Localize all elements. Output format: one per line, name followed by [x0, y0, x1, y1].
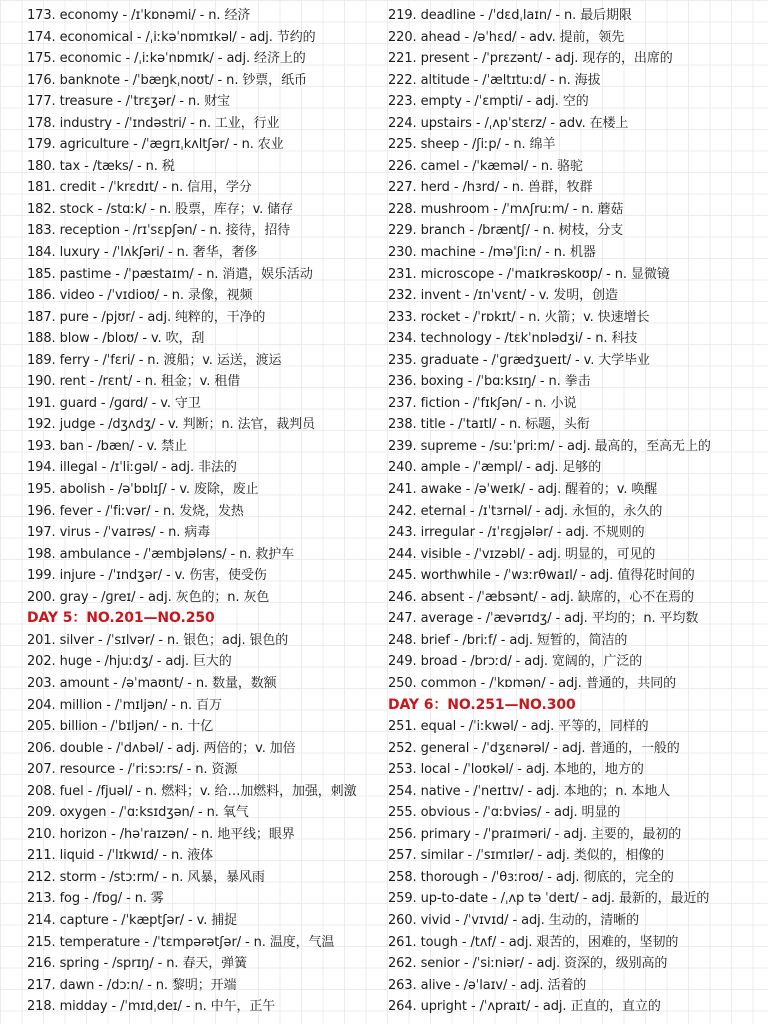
word-entry: 252. general - /ˈdʒɛnərəl/ - adj. 普通的，一般的 [388, 740, 680, 756]
word-entry: 262. senior - /ˈsiːniər/ - adj. 资深的，级别高的 [388, 956, 668, 972]
word-entry: 255. obvious - /ˈɑːbviəs/ - adj. 明显的 [388, 805, 621, 821]
word-entry: 226. camel - /ˈkæməl/ - n. 骆驼 [388, 158, 583, 174]
word-entry: 220. ahead - /əˈhɛd/ - adv. 提前，领先 [388, 29, 625, 45]
word-entry: 244. visible - /ˈvɪzəbl/ - adj. 明显的，可见的 [388, 546, 656, 562]
word-entry: 240. ample - /ˈæmpl/ - adj. 足够的 [388, 460, 602, 476]
word-entry: 258. thorough - /ˈθɜːroʊ/ - adj. 彻底的，完全的 [388, 869, 674, 885]
word-entry: 227. herd - /hɜrd/ - n. 兽群，牧群 [388, 180, 593, 196]
word-entry: 204. million - /ˈmɪljən/ - n. 百万 [27, 697, 222, 713]
word-entry: 217. dawn - /dɔːn/ - n. 黎明；开端 [27, 977, 237, 993]
word-entry: 192. judge - /dʒʌdʒ/ - v. 判断；n. 法官，裁判员 [27, 417, 315, 433]
word-entry: 198. ambulance - /ˈæmbjələns/ - n. 救护车 [27, 546, 295, 562]
word-entry: 207. resource - /ˈriːsɔːrs/ - n. 资源 [27, 762, 238, 778]
word-entry: 212. storm - /stɔːrm/ - n. 风暴，暴风雨 [27, 869, 265, 885]
word-entry: 222. altitude - /ˈæltɪtuːd/ - n. 海拔 [388, 72, 601, 88]
word-entry: 241. awake - /əˈweɪk/ - adj. 醒着的；v. 唤醒 [388, 482, 658, 498]
word-entry: 245. worthwhile - /ˈwɜːrθwaɪl/ - adj. 值得花时间的 [388, 568, 695, 584]
word-entry: 206. double - /ˈdʌbəl/ - adj. 两倍的；v. 加倍 [27, 740, 296, 756]
word-entry: 174. economical - /ˌiːkəˈnɒmɪkəl/ - adj. 节约的 [27, 29, 316, 45]
word-entry: 239. supreme - /suːˈpriːm/ - adj. 最高的，至高无上的 [388, 438, 711, 454]
word-entry: 193. ban - /bæn/ - v. 禁止 [27, 438, 188, 454]
word-entry: 235. graduate - /ˈɡrædʒueɪt/ - v. 大学毕业 [388, 352, 650, 368]
word-entry: 190. rent - /rɛnt/ - n. 租金；v. 租借 [27, 374, 241, 390]
word-entry: 254. native - /ˈneɪtɪv/ - adj. 本地的；n. 本地人 [388, 783, 671, 799]
word-entry: 176. banknote - /ˈbæŋkˌnoʊt/ - n. 钞票，纸币 [27, 72, 307, 88]
word-entry: 247. average - /ˈævərɪdʒ/ - adj. 平均的；n. 平均数 [388, 611, 699, 627]
word-entry: 232. invent - /ɪnˈvɛnt/ - v. 发明，创造 [388, 288, 618, 304]
word-entry: 178. industry - /ˈɪndəstri/ - n. 工业，行业 [27, 115, 280, 131]
word-entry: 188. blow - /bloʊ/ - v. 吹，刮 [27, 331, 205, 347]
word-entry: 205. billion - /ˈbɪljən/ - n. 十亿 [27, 719, 214, 735]
word-entry: 221. present - /ˈprɛzənt/ - adj. 现存的，出席的 [388, 51, 673, 67]
word-entry: 233. rocket - /ˈrɒkɪt/ - n. 火箭；v. 快速增长 [388, 309, 650, 325]
word-entry: 225. sheep - /ʃiːp/ - n. 绵羊 [388, 137, 556, 153]
word-entry: 250. common - /ˈkɒmən/ - adj. 普通的，共同的 [388, 675, 677, 691]
word-entry: 202. huge - /hjuːdʒ/ - adj. 巨大的 [27, 654, 232, 670]
left-column [27, 5, 377, 1018]
word-entry: 186. video - /ˈvɪdioʊ/ - n. 录像，视频 [27, 288, 253, 304]
day-heading: DAY 5：NO.201—NO.250 [27, 610, 215, 627]
word-entry: 229. branch - /bræntʃ/ - n. 树枝，分支 [388, 223, 624, 239]
word-entry: 230. machine - /məˈʃiːn/ - n. 机器 [388, 245, 596, 261]
word-entry: 173. economy - /ɪˈkɒnəmi/ - n. 经济 [27, 8, 251, 23]
word-entry: 249. broad - /brɔːd/ - adj. 宽阔的，广泛的 [388, 654, 643, 670]
word-entry: 196. fever - /ˈfiːvər/ - n. 发烧，发热 [27, 503, 244, 519]
word-entry: 253. local - /ˈloʊkəl/ - adj. 本地的，地方的 [388, 762, 644, 778]
word-entry: 234. technology - /tɛkˈnɒlədʒi/ - n. 科技 [388, 331, 638, 347]
word-entry: 184. luxury - /ˈlʌkʃəri/ - n. 奢华，奢侈 [27, 245, 258, 261]
word-entry: 264. upright - /ˈʌpraɪt/ - adj. 正直的，直立的 [388, 999, 661, 1015]
word-entry: 189. ferry - /ˈfɛri/ - n. 渡船；v. 运送，渡运 [27, 352, 282, 368]
day-heading: DAY 6：NO.251—NO.300 [388, 696, 576, 713]
word-entry: 237. fiction - /ˈfɪkʃən/ - n. 小说 [388, 395, 577, 411]
word-entry: 215. temperature - /ˈtɛmpərətʃər/ - n. 温度，气温 [27, 934, 335, 950]
word-entry: 181. credit - /ˈkrɛdɪt/ - n. 信用，学分 [27, 180, 252, 196]
word-entry: 201. silver - /ˈsɪlvər/ - n. 银色；adj. 银色的 [27, 632, 289, 648]
word-entry: 203. amount - /əˈmaʊnt/ - n. 数量，数额 [27, 675, 277, 691]
word-entry: 246. absent - /ˈæbsənt/ - adj. 缺席的，心不在焉的 [388, 589, 694, 605]
word-entry: 243. irregular - /ɪˈrɛɡjələr/ - adj. 不规则的 [388, 525, 645, 541]
word-entry: 213. fog - /fɒɡ/ - n. 雾 [27, 891, 164, 907]
word-entry: 261. tough - /tʌf/ - adj. 艰苦的，困难的，坚韧的 [388, 934, 679, 950]
word-entry: 257. similar - /ˈsɪmɪlər/ - adj. 类似的，相像的 [388, 848, 665, 864]
word-entry: 185. pastime - /ˈpæstaɪm/ - n. 消遣，娱乐活动 [27, 266, 313, 282]
word-entry: 263. alive - /əˈlaɪv/ - adj. 活着的 [388, 977, 587, 993]
word-entry: 242. eternal - /ɪˈtɜrnəl/ - adj. 永恒的，永久的 [388, 503, 663, 519]
word-entry: 256. primary - /ˈpraɪməri/ - adj. 主要的，最初的 [388, 826, 682, 842]
word-entry: 210. horizon - /həˈraɪzən/ - n. 地平线；眼界 [27, 826, 295, 842]
word-entry: 208. fuel - /fjuəl/ - n. 燃料；v. 给…加燃料，加强，刺激 [27, 783, 357, 799]
right-column [388, 5, 760, 1018]
word-entry: 218. midday - /ˈmɪdˌdeɪ/ - n. 中午，正午 [27, 999, 276, 1015]
word-entry: 180. tax - /tæks/ - n. 税 [27, 158, 175, 174]
word-entry: 183. reception - /rɪˈsɛpʃən/ - n. 接待，招待 [27, 223, 291, 239]
word-entry: 197. virus - /ˈvaɪrəs/ - n. 病毒 [27, 525, 211, 541]
word-entry: 248. brief - /briːf/ - adj. 短暂的，简洁的 [388, 632, 628, 648]
word-entry: 179. agriculture - /ˈæɡrɪˌkʌltʃər/ - n. 农业 [27, 137, 284, 153]
word-entry: 228. mushroom - /ˈmʌʃruːm/ - n. 蘑菇 [388, 201, 624, 217]
word-entry: 182. stock - /stɑːk/ - n. 股票，库存；v. 储存 [27, 201, 294, 217]
word-entry: 236. boxing - /ˈbɑːksɪŋ/ - n. 拳击 [388, 374, 591, 390]
word-entry: 231. microscope - /ˈmaɪkrəskoʊp/ - n. 显微镜 [388, 266, 670, 282]
word-entry: 251. equal - /ˈiːkwəl/ - adj. 平等的，同样的 [388, 719, 649, 735]
word-entry: 187. pure - /pjʊr/ - adj. 纯粹的，干净的 [27, 309, 266, 325]
word-entry: 209. oxygen - /ˈɑːksɪdʒən/ - n. 氧气 [27, 805, 249, 821]
word-entry: 191. guard - /ɡɑrd/ - v. 守卫 [27, 395, 201, 411]
word-entry: 238. title - /ˈtaɪtl/ - n. 标题，头衔 [388, 417, 590, 433]
word-entry: 211. liquid - /ˈlɪkwɪd/ - n. 液体 [27, 848, 213, 864]
word-entry: 259. up-to-date - /ˌʌp tə ˈdeɪt/ - adj. 最新的，最近的 [388, 891, 710, 907]
word-entry: 199. injure - /ˈɪndʒər/ - v. 伤害，使受伤 [27, 568, 267, 584]
word-entry: 195. abolish - /əˈbɒlɪʃ/ - v. 废除，废止 [27, 482, 259, 498]
word-entry: 214. capture - /ˈkæptʃər/ - v. 捕捉 [27, 912, 238, 928]
word-entry: 224. upstairs - /ˌʌpˈstɛrz/ - adv. 在楼上 [388, 115, 629, 131]
word-entry: 177. treasure - /ˈtrɛʒər/ - n. 财宝 [27, 94, 231, 110]
word-entry: 260. vivid - /ˈvɪvɪd/ - adj. 生动的，清晰的 [388, 912, 639, 928]
word-entry: 223. empty - /ˈɛmpti/ - adj. 空的 [388, 94, 589, 110]
word-entry: 216. spring - /sprɪŋ/ - n. 春天，弹簧 [27, 956, 247, 972]
word-entry: 219. deadline - /ˈdɛdˌlaɪn/ - n. 最后期限 [388, 8, 632, 23]
word-entry: 194. illegal - /ɪˈliːɡəl/ - adj. 非法的 [27, 460, 237, 476]
word-entry: 175. economic - /ˌiːkəˈnɒmɪk/ - adj. 经济上的 [27, 51, 306, 67]
word-entry: 200. gray - /ɡreɪ/ - adj. 灰色的；n. 灰色 [27, 589, 270, 605]
